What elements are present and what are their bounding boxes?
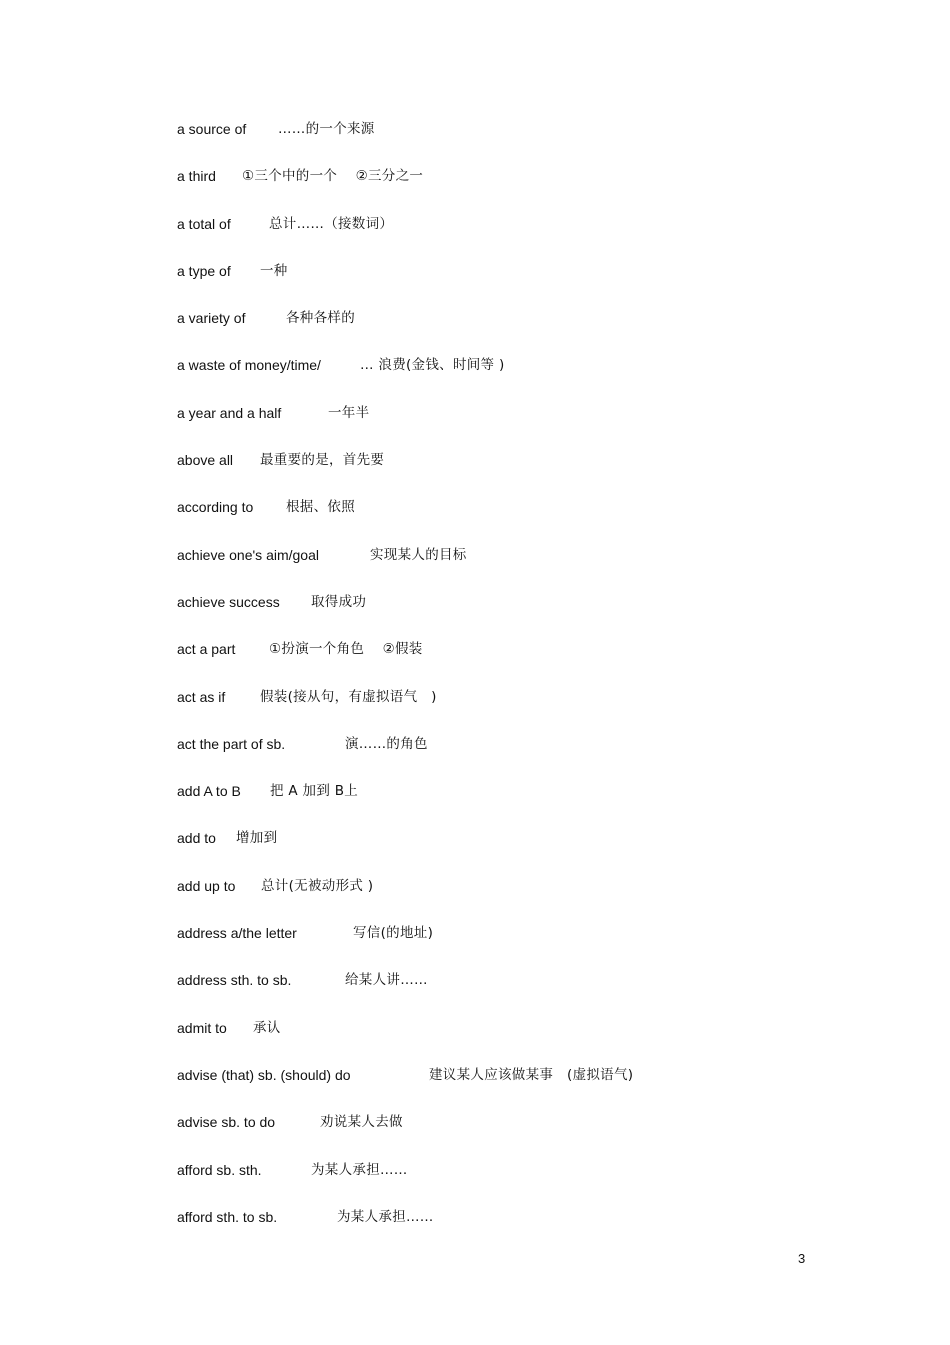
entry-meaning: 写信(的地址) xyxy=(353,925,434,942)
entry-phrase: afford sth. to sb. xyxy=(177,1208,278,1225)
entry-meaning: 根据、依照 xyxy=(286,499,355,516)
list-item xyxy=(177,164,877,211)
entry-meaning: 总计……（接数词） xyxy=(269,215,394,232)
list-item xyxy=(177,212,877,259)
entry-meaning: 一年半 xyxy=(328,404,370,421)
entry-phrase: advise sb. to do xyxy=(177,1114,276,1131)
entry-meaning: 实现某人的目标 xyxy=(370,546,467,563)
entry-meaning: 增加到 xyxy=(236,830,278,847)
entry-phrase: act a part xyxy=(177,641,236,658)
entry-meaning: 取得成功 xyxy=(311,593,367,610)
entry-meaning: 演……的角色 xyxy=(345,735,428,752)
list-item xyxy=(177,637,877,684)
entry-phrase: admit to xyxy=(177,1019,227,1036)
entry-phrase: address a/the letter xyxy=(177,925,297,942)
entry-phrase: add A to B xyxy=(177,783,241,800)
entry-meaning: … 浪费(金钱、时间等 ) xyxy=(360,357,505,374)
entry-phrase: a year and a half xyxy=(177,404,282,421)
entry-meaning: 最重要的是，首先要 xyxy=(260,452,385,469)
entry-meaning: 给某人讲…… xyxy=(345,972,428,989)
entry-phrase: a type of xyxy=(177,262,231,279)
list-item xyxy=(177,968,877,1015)
list-item xyxy=(177,732,877,779)
entry-meaning: 承认 xyxy=(253,1019,281,1036)
list-item xyxy=(177,1016,877,1063)
list-item xyxy=(177,353,877,400)
list-item xyxy=(177,495,877,542)
list-item xyxy=(177,779,877,826)
list-item xyxy=(177,306,877,353)
entry-meaning: 建议某人应该做某事 (虚拟语气) xyxy=(429,1066,634,1083)
entry-phrase: achieve success xyxy=(177,593,280,610)
entry-meaning: 一种 xyxy=(260,262,288,279)
list-item xyxy=(177,1205,877,1252)
entry-meaning: 把 A 加到 B上 xyxy=(270,783,359,800)
entry-meaning: ……的一个来源 xyxy=(278,121,375,137)
list-item xyxy=(177,921,877,968)
entry-meaning: 劝说某人去做 xyxy=(320,1114,403,1131)
entry-phrase: above all xyxy=(177,452,234,469)
list-item xyxy=(177,117,877,164)
entry-phrase: a variety of xyxy=(177,310,246,327)
list-item xyxy=(177,1110,877,1157)
entry-meaning: 为某人承担…… xyxy=(311,1161,408,1178)
list-item xyxy=(177,401,877,448)
entry-phrase: according to xyxy=(177,499,254,516)
list-item xyxy=(177,826,877,873)
page-number: 3 xyxy=(798,1251,806,1266)
entry-phrase: add to xyxy=(177,830,216,847)
entry-phrase: add up to xyxy=(177,877,236,894)
entry-meaning: ①扮演一个角色 ②假装 xyxy=(269,641,423,658)
entry-phrase: a total of xyxy=(177,215,231,232)
entry-meaning: 各种各样的 xyxy=(286,310,355,327)
phrase-list xyxy=(177,117,877,1252)
entry-meaning: 为某人承担…… xyxy=(337,1208,434,1225)
entry-phrase: a third xyxy=(177,168,216,185)
entry-phrase: afford sb. sth. xyxy=(177,1161,262,1178)
list-item xyxy=(177,259,877,306)
list-item xyxy=(177,1063,877,1110)
entry-phrase: act the part of sb. xyxy=(177,735,286,752)
entry-meaning: 总计(无被动形式 ) xyxy=(261,877,374,894)
entry-phrase: address sth. to sb. xyxy=(177,972,292,989)
list-item xyxy=(177,874,877,921)
entry-meaning: 假装(接从句，有虚拟语气 ) xyxy=(260,688,437,705)
entry-phrase: advise (that) sb. (should) do xyxy=(177,1066,351,1083)
list-item xyxy=(177,685,877,732)
entry-phrase: a source of xyxy=(177,121,247,137)
list-item xyxy=(177,448,877,495)
list-item xyxy=(177,590,877,637)
list-item xyxy=(177,1158,877,1205)
entry-phrase: achieve one's aim/goal xyxy=(177,546,319,563)
entry-phrase: a waste of money/time/ xyxy=(177,357,321,374)
entry-meaning: ①三个中的一个 ②三分之一 xyxy=(242,168,424,185)
entry-phrase: act as if xyxy=(177,688,226,705)
list-item xyxy=(177,543,877,590)
